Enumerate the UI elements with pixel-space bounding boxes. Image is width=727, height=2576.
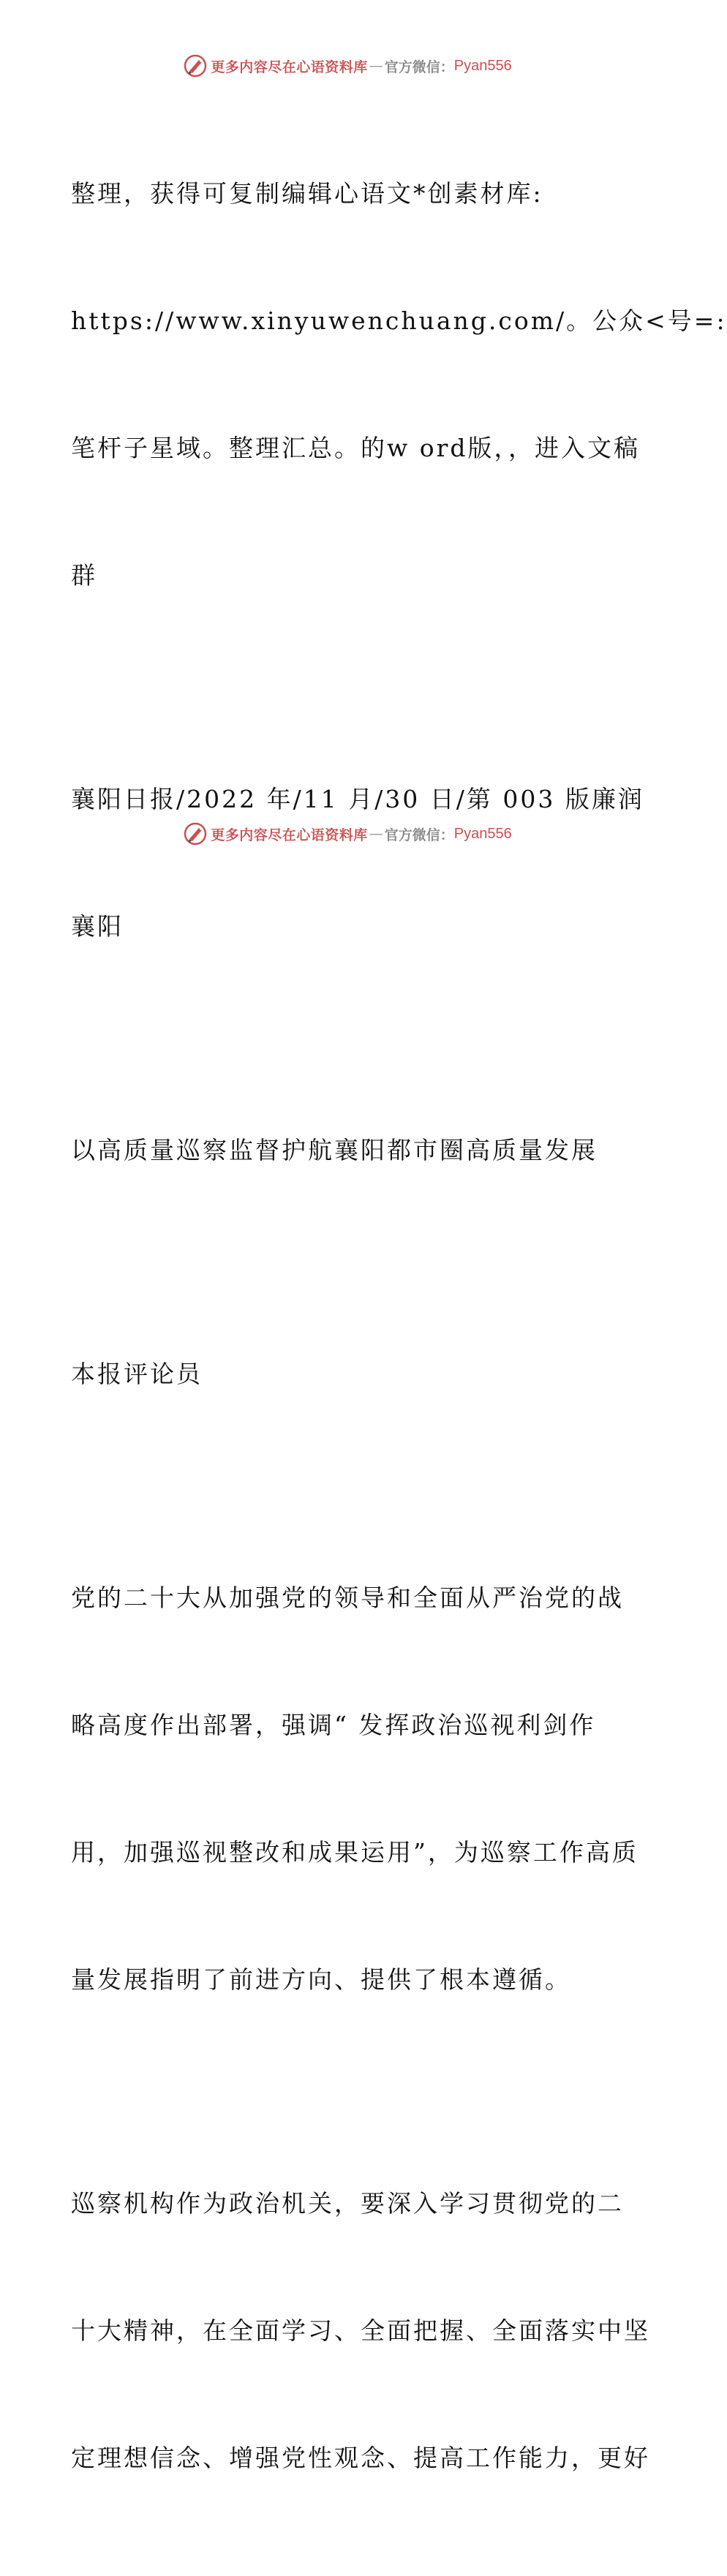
intro-line: https://www.xinyuwenchuang.com/。公众<号=: [71, 306, 727, 335]
intro-paragraph [71, 88, 727, 682]
banner-wechat-id: Pyan556 [453, 57, 512, 74]
article-headline [71, 1044, 627, 1257]
paragraph-line: 量发展指明了前进方向、提供了根本遵循。 [71, 1965, 571, 1994]
pen-circle-logo-icon [183, 53, 208, 78]
intro-line: 笔杆子星域。整理汇总。的w ord版，，进入文稿 [71, 434, 641, 462]
banner-separator: — [369, 58, 383, 74]
paragraph-line: 党的二十大从加强党的领导和全面从严治党的战 [71, 1583, 624, 1612]
pen-circle-logo-icon [183, 821, 208, 846]
paragraph-line: 十大精神，在全面学习、全面把握、全面落实中坚 [71, 2316, 650, 2345]
banner-wechat-label: 官方微信： [384, 59, 454, 75]
banner-wechat-label: 官方微信： [384, 826, 454, 843]
footer-banner [0, 819, 695, 848]
banner-slogan: 更多内容尽在心语资料库 [211, 826, 368, 843]
document-body [71, 88, 727, 2576]
paragraph-line: 略高度作出部署，强调“ 发挥政治巡视利剑作 [71, 1711, 596, 1739]
body-paragraph-1 [71, 1492, 639, 2086]
headline-text: 以高质量巡察监督护航襄阳都市圈高质量发展 [71, 1136, 598, 1164]
banner-slogan: 更多内容尽在心语资料库 [211, 59, 368, 75]
body-paragraph-2 [71, 2098, 650, 2564]
paragraph-line: 巡察机构作为政治机关，要深入学习贯彻党的二 [71, 2189, 624, 2218]
paragraph-line: 定理想信念、增强党性观念、提高工作能力，更好 [71, 2444, 650, 2472]
intro-line: 群 [71, 561, 97, 590]
paragraph-line: 用，加强巡视整改和成果运用”，为巡察工作高质 [71, 1838, 639, 1867]
article-byline [71, 1268, 627, 1480]
intro-line: 整理，获得可复制编辑心语文*创素材库: [71, 179, 543, 208]
source-text-line: 襄阳日报/2022 年/11 月/30 日/第 003 版廉润 [71, 785, 644, 813]
source-text-line: 襄阳 [71, 912, 124, 941]
header-banner [0, 51, 695, 80]
banner-separator: — [369, 826, 383, 842]
byline-text: 本报评论员 [71, 1360, 203, 1388]
banner-wechat-id: Pyan556 [453, 825, 512, 842]
source-line [71, 693, 644, 1033]
